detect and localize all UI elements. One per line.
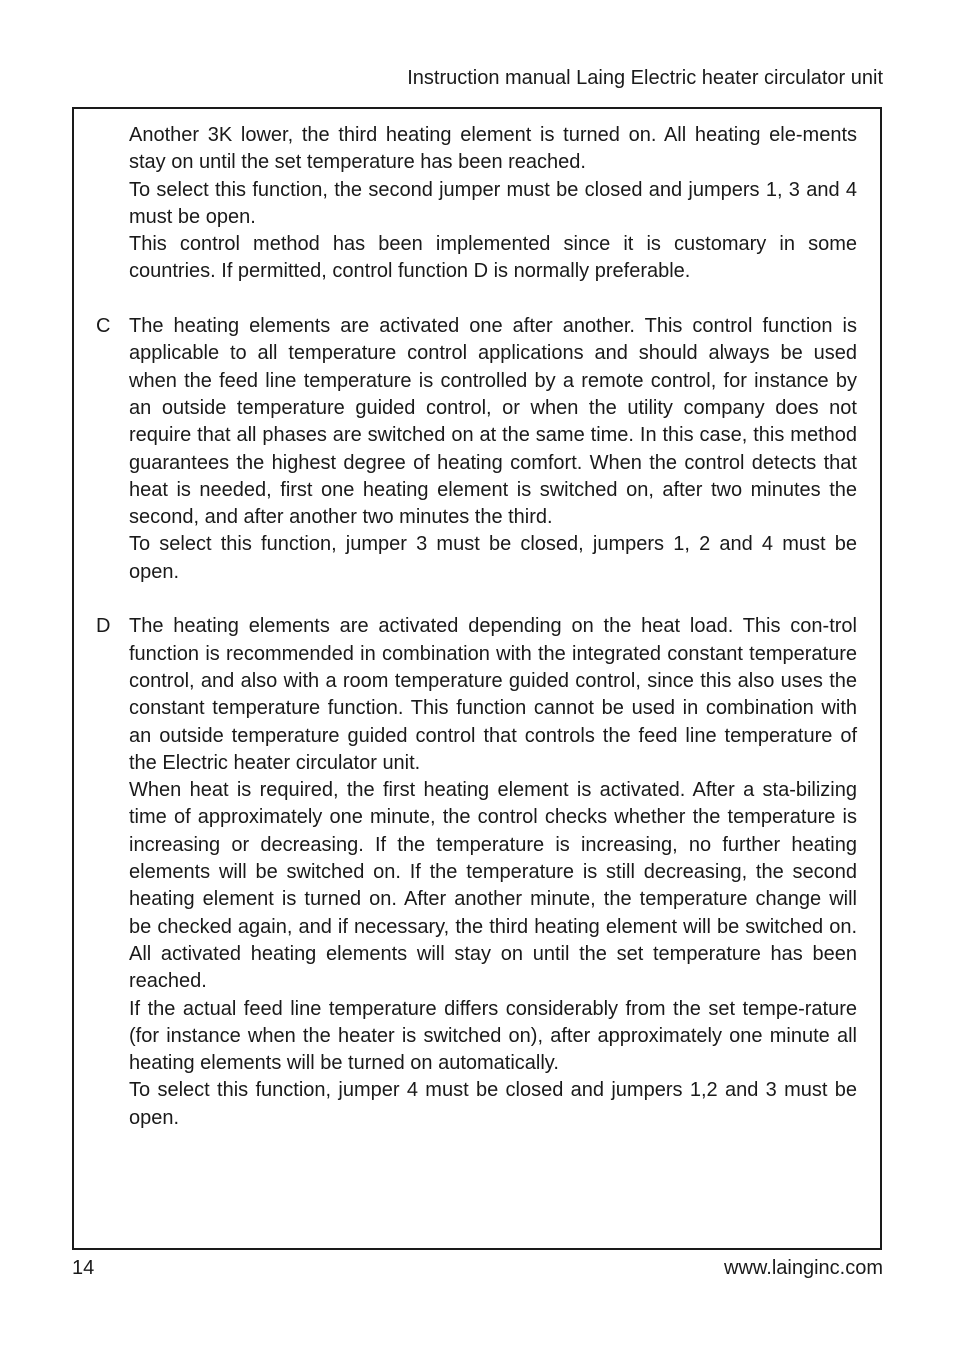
intro-paragraph-1: Another 3K lower, the third heating element is turned on. All heating ele-ments stay on until the set temperature has been reached. [129, 124, 857, 174]
section-d-paragraph-1: The heating elements are activated depending on the heat load. This con-trol function is recommended in combination with the integrated constant temperature control, and also with a room temperature guided control, since this also uses the constant temperature function. This function cannot be used in combination with an outside temperature guided control that controls the feed line temperature of the Electric heater circulator unit. [129, 615, 857, 774]
section-d-paragraph-3: If the actual feed line temperature differs considerably from the set tempe-rature (for instance when the heater is switched on), after approximately one minute all heating elements will be turned on automatically. [129, 997, 857, 1075]
page-header-title: Instruction manual Laing Electric heater circulator unit [407, 67, 883, 89]
section-d-letter: D [96, 615, 111, 638]
section-c-paragraph-2: To select this function, jumper 3 must be closed, jumpers 1, 2 and 4 must be open. [129, 533, 857, 583]
section-d [96, 613, 857, 1132]
intro-paragraph-2: To select this function, the second jumper must be closed and jumpers 1, 3 and 4 must be open. [129, 178, 857, 228]
section-c-letter: C [96, 315, 111, 338]
section-d-paragraph-4: To select this function, jumper 4 must be closed and jumpers 1,2 and 3 must be open. [129, 1079, 857, 1129]
website-link[interactable]: www.lainginc.com [724, 1257, 883, 1279]
section-d-paragraph-2: When heat is required, the first heating element is activated. After a sta-bilizing time of approximately one minute, the control checks whether the temperature is increasing or decreasing. If the temperature is increasing, no further heating elements will be switched on. If the temperature is still decreasing, the second heating element is turned on. After another minute, the temperature change will be checked again, and if necessary, the third heating element will be switched on. All activated heating elements will stay on until the set temperature has been reached. [129, 779, 857, 993]
body-text [96, 122, 857, 1132]
intro-paragraph-3: This control method has been implemented since it is customary in some countries. If permitted, control function D is normally preferable. [129, 233, 857, 283]
section-c-paragraph-1: The heating elements are activated one after another. This control function is applicable to all temperature control applications and should always be used when the feed line temperature is controlled by a remote control, for instance by an outside temperature guided control, or when the utility company does not require that all phases are switched on at the same time. In this case, this method guarantees the highest degree of heating comfort. When the control detects that heat is needed, first one heating element is switched on, after two minutes the second, and after another two minutes the third. [129, 315, 857, 529]
page-number: 14 [72, 1257, 95, 1279]
section-c [96, 313, 857, 586]
intro-section [129, 122, 857, 286]
